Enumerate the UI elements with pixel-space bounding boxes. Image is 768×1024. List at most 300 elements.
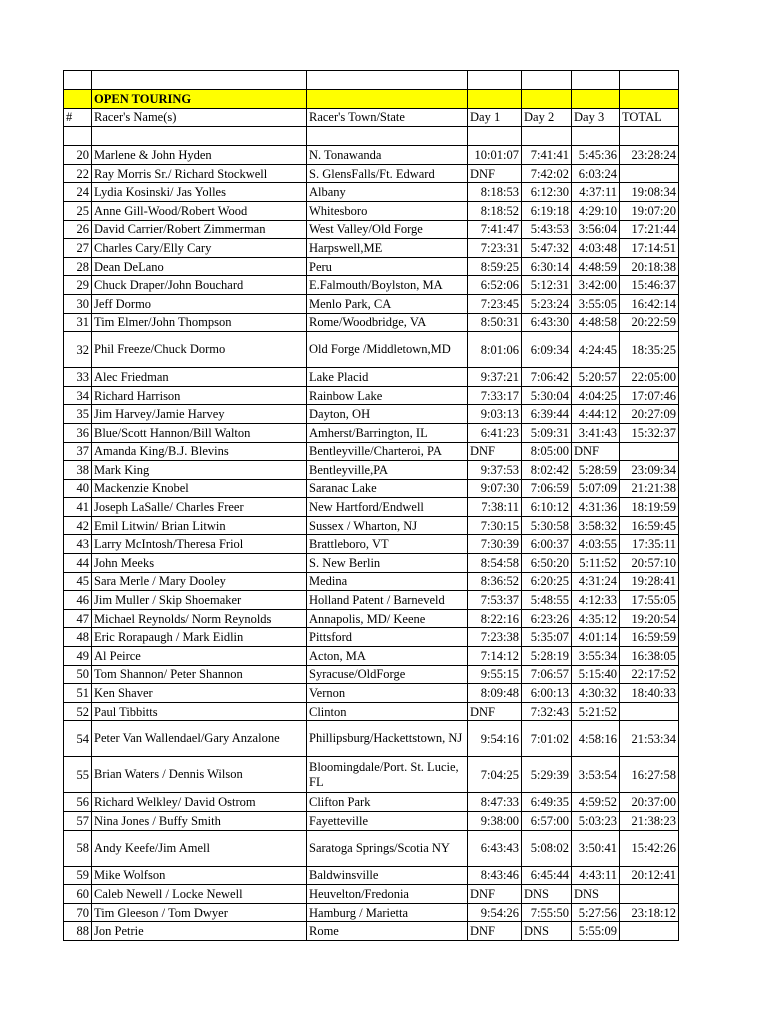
day2-time: 6:30:14 xyxy=(522,257,572,276)
day2-time: 5:28:19 xyxy=(522,647,572,666)
racer-name: Sara Merle / Mary Dooley xyxy=(92,572,307,591)
racer-town: Harpswell,ME xyxy=(307,239,468,258)
racer-town: Pittsford xyxy=(307,628,468,647)
header-town: Racer's Town/State xyxy=(307,108,468,127)
racer-town: Hamburg / Marietta xyxy=(307,903,468,922)
racer-town: Brattleboro, VT xyxy=(307,535,468,554)
day3-time: 4:37:11 xyxy=(572,183,620,202)
day1-time: 7:30:15 xyxy=(468,516,522,535)
racer-number: 43 xyxy=(64,535,92,554)
results-table xyxy=(63,70,679,941)
total-time: 15:46:37 xyxy=(620,276,679,295)
table-row xyxy=(64,257,679,276)
racer-name: Brian Waters / Dennis Wilson xyxy=(92,757,307,793)
racer-number: 58 xyxy=(64,830,92,866)
day3-time: 4:31:36 xyxy=(572,498,620,517)
racer-number: 31 xyxy=(64,313,92,332)
blank-cell xyxy=(64,71,92,90)
table-row xyxy=(64,647,679,666)
day2-time: 5:48:55 xyxy=(522,591,572,610)
table-row xyxy=(64,702,679,721)
racer-town: Rainbow Lake xyxy=(307,386,468,405)
table-row xyxy=(64,183,679,202)
category-cell xyxy=(307,90,468,109)
racer-number: 51 xyxy=(64,684,92,703)
table-row xyxy=(64,793,679,812)
racer-number: 25 xyxy=(64,201,92,220)
header-num: # xyxy=(64,108,92,127)
total-time: 17:35:11 xyxy=(620,535,679,554)
day3-time: 4:29:10 xyxy=(572,201,620,220)
racer-name: Caleb Newell / Locke Newell xyxy=(92,885,307,904)
racer-town: Syracuse/OldForge xyxy=(307,665,468,684)
table-row xyxy=(64,201,679,220)
racer-town: Holland Patent / Barneveld xyxy=(307,591,468,610)
day3-time: 5:28:59 xyxy=(572,461,620,480)
day3-time: 3:41:43 xyxy=(572,423,620,442)
racer-number: 70 xyxy=(64,903,92,922)
table-row xyxy=(64,609,679,628)
racer-town: Lake Placid xyxy=(307,368,468,387)
day2-time: 5:09:31 xyxy=(522,423,572,442)
day3-time: 4:03:55 xyxy=(572,535,620,554)
category-cell xyxy=(468,90,522,109)
racer-name: Blue/Scott Hannon/Bill Walton xyxy=(92,423,307,442)
racer-town: Amherst/Barrington, IL xyxy=(307,423,468,442)
racer-number: 50 xyxy=(64,665,92,684)
racer-name: Jeff Dormo xyxy=(92,294,307,313)
day1-time: 9:37:53 xyxy=(468,461,522,480)
racer-name: Eric Rorapaugh / Mark Eidlin xyxy=(92,628,307,647)
day2-time: 6:57:00 xyxy=(522,812,572,831)
day3-time: 4:01:14 xyxy=(572,628,620,647)
day3-time: 5:07:09 xyxy=(572,479,620,498)
total-time: 16:59:59 xyxy=(620,628,679,647)
total-time: 17:07:46 xyxy=(620,386,679,405)
racer-name: Peter Van Wallendael/Gary Anzalone xyxy=(92,721,307,757)
day3-time: 4:24:45 xyxy=(572,332,620,368)
racer-town: New Hartford/Endwell xyxy=(307,498,468,517)
day3-time: 6:03:24 xyxy=(572,164,620,183)
total-time xyxy=(620,164,679,183)
day1-time: 8:50:31 xyxy=(468,313,522,332)
day2-time: 7:55:50 xyxy=(522,903,572,922)
day3-time: 4:04:25 xyxy=(572,386,620,405)
day2-time: 7:42:02 xyxy=(522,164,572,183)
racer-name: Chuck Draper/John Bouchard xyxy=(92,276,307,295)
racer-name: Michael Reynolds/ Norm Reynolds xyxy=(92,609,307,628)
day3-time: 4:48:58 xyxy=(572,313,620,332)
racer-name: Paul Tibbitts xyxy=(92,702,307,721)
day2-time: 7:06:42 xyxy=(522,368,572,387)
table-row xyxy=(64,922,679,941)
blank-cell xyxy=(468,71,522,90)
day3-time: DNF xyxy=(572,442,620,461)
racer-name: Anne Gill-Wood/Robert Wood xyxy=(92,201,307,220)
day1-time: 9:38:00 xyxy=(468,812,522,831)
day1-time: 8:43:46 xyxy=(468,866,522,885)
table-row xyxy=(64,866,679,885)
day1-time: 7:14:12 xyxy=(468,647,522,666)
day2-time: 8:05:00 xyxy=(522,442,572,461)
day2-time: 5:29:39 xyxy=(522,757,572,793)
racer-number: 47 xyxy=(64,609,92,628)
header-total: TOTAL xyxy=(620,108,679,127)
racer-number: 34 xyxy=(64,386,92,405)
day1-time: 6:52:06 xyxy=(468,276,522,295)
racer-number: 40 xyxy=(64,479,92,498)
day1-time: 7:38:11 xyxy=(468,498,522,517)
day3-time: 5:55:09 xyxy=(572,922,620,941)
total-time: 20:22:59 xyxy=(620,313,679,332)
day3-time: 3:55:05 xyxy=(572,294,620,313)
day2-time: 6:23:26 xyxy=(522,609,572,628)
racer-number: 20 xyxy=(64,146,92,165)
total-time: 20:12:41 xyxy=(620,866,679,885)
table-row xyxy=(64,294,679,313)
day1-time: 9:37:21 xyxy=(468,368,522,387)
day1-time: 9:54:16 xyxy=(468,721,522,757)
table-row xyxy=(64,423,679,442)
blank-cell xyxy=(307,127,468,146)
table-row xyxy=(64,903,679,922)
racer-number: 45 xyxy=(64,572,92,591)
racer-town: Rome xyxy=(307,922,468,941)
racer-number: 29 xyxy=(64,276,92,295)
racer-number: 35 xyxy=(64,405,92,424)
racer-name: Emil Litwin/ Brian Litwin xyxy=(92,516,307,535)
racer-name: Jim Harvey/Jamie Harvey xyxy=(92,405,307,424)
day2-time: 5:12:31 xyxy=(522,276,572,295)
day2-time: DNS xyxy=(522,885,572,904)
racer-name: Al Peirce xyxy=(92,647,307,666)
racer-number: 88 xyxy=(64,922,92,941)
day2-time: 7:32:43 xyxy=(522,702,572,721)
racer-town: S. GlensFalls/Ft. Edward xyxy=(307,164,468,183)
blank-cell xyxy=(307,71,468,90)
racer-number: 37 xyxy=(64,442,92,461)
racer-town: Bentleyville,PA xyxy=(307,461,468,480)
day2-time: 8:02:42 xyxy=(522,461,572,480)
day3-time: 3:58:32 xyxy=(572,516,620,535)
day2-time: 6:00:37 xyxy=(522,535,572,554)
racer-town: E.Falmouth/Boylston, MA xyxy=(307,276,468,295)
racer-name: John Meeks xyxy=(92,554,307,573)
table-row xyxy=(64,885,679,904)
day3-time: 3:53:54 xyxy=(572,757,620,793)
racer-name: David Carrier/Robert Zimmerman xyxy=(92,220,307,239)
total-time: 19:20:54 xyxy=(620,609,679,628)
day1-time: DNF xyxy=(468,442,522,461)
total-time: 23:09:34 xyxy=(620,461,679,480)
table-row xyxy=(64,461,679,480)
day1-time: 8:18:53 xyxy=(468,183,522,202)
day1-time: 8:36:52 xyxy=(468,572,522,591)
day3-time: 3:56:04 xyxy=(572,220,620,239)
total-time: 23:28:24 xyxy=(620,146,679,165)
day2-time: 7:41:41 xyxy=(522,146,572,165)
day3-time: 5:15:40 xyxy=(572,665,620,684)
racer-name: Tim Gleeson / Tom Dwyer xyxy=(92,903,307,922)
day1-time: 7:23:45 xyxy=(468,294,522,313)
racer-number: 42 xyxy=(64,516,92,535)
racer-town: Whitesboro xyxy=(307,201,468,220)
table-row xyxy=(64,516,679,535)
total-time: 18:40:33 xyxy=(620,684,679,703)
total-time: 18:19:59 xyxy=(620,498,679,517)
racer-town: Old Forge /Middletown,MD xyxy=(307,332,468,368)
day2-time: 5:30:58 xyxy=(522,516,572,535)
header-day2: Day 2 xyxy=(522,108,572,127)
total-time: 16:42:14 xyxy=(620,294,679,313)
header-day3: Day 3 xyxy=(572,108,620,127)
racer-town: Dayton, OH xyxy=(307,405,468,424)
day3-time: 5:20:57 xyxy=(572,368,620,387)
racer-town: Clinton xyxy=(307,702,468,721)
table-row xyxy=(64,368,679,387)
racer-number: 57 xyxy=(64,812,92,831)
total-time xyxy=(620,702,679,721)
table-row xyxy=(64,220,679,239)
racer-town: Bentleyville/Charteroi, PA xyxy=(307,442,468,461)
racer-number: 28 xyxy=(64,257,92,276)
racer-town: Bloomingdale/Port. St. Lucie, FL xyxy=(307,757,468,793)
day1-time: 9:55:15 xyxy=(468,665,522,684)
day3-time: 5:21:52 xyxy=(572,702,620,721)
total-time: 15:42:26 xyxy=(620,830,679,866)
day1-time: 8:01:06 xyxy=(468,332,522,368)
table-row xyxy=(64,146,679,165)
day2-time: 7:01:02 xyxy=(522,721,572,757)
total-time: 21:38:23 xyxy=(620,812,679,831)
day3-time: 4:58:16 xyxy=(572,721,620,757)
blank-cell xyxy=(468,127,522,146)
table-row xyxy=(64,684,679,703)
day1-time: 6:43:43 xyxy=(468,830,522,866)
racer-name: Mackenzie Knobel xyxy=(92,479,307,498)
racer-town: N. Tonawanda xyxy=(307,146,468,165)
table-row xyxy=(64,332,679,368)
day2-time: 6:45:44 xyxy=(522,866,572,885)
racer-name: Charles Cary/Elly Cary xyxy=(92,239,307,258)
racer-number: 59 xyxy=(64,866,92,885)
table-row xyxy=(64,554,679,573)
total-time: 19:08:34 xyxy=(620,183,679,202)
racer-town: Rome/Woodbridge, VA xyxy=(307,313,468,332)
day3-time: 4:48:59 xyxy=(572,257,620,276)
table-row xyxy=(64,442,679,461)
racer-number: 60 xyxy=(64,885,92,904)
racer-town: Vernon xyxy=(307,684,468,703)
racer-name: Phil Freeze/Chuck Dormo xyxy=(92,332,307,368)
racer-number: 44 xyxy=(64,554,92,573)
blank-row xyxy=(64,127,679,146)
day2-time: 6:20:25 xyxy=(522,572,572,591)
total-time: 17:55:05 xyxy=(620,591,679,610)
table-row xyxy=(64,830,679,866)
day1-time: 7:23:31 xyxy=(468,239,522,258)
racer-name: Tim Elmer/John Thompson xyxy=(92,313,307,332)
day2-time: 6:09:34 xyxy=(522,332,572,368)
racer-town: Fayetteville xyxy=(307,812,468,831)
racer-name: Marlene & John Hyden xyxy=(92,146,307,165)
total-time xyxy=(620,885,679,904)
racer-town: Heuvelton/Fredonia xyxy=(307,885,468,904)
category-cell xyxy=(620,90,679,109)
day2-time: 5:47:32 xyxy=(522,239,572,258)
table-row xyxy=(64,535,679,554)
racer-name: Tom Shannon/ Peter Shannon xyxy=(92,665,307,684)
racer-name: Joseph LaSalle/ Charles Freer xyxy=(92,498,307,517)
racer-town: Sussex / Wharton, NJ xyxy=(307,516,468,535)
racer-name: Alec Friedman xyxy=(92,368,307,387)
total-time: 17:14:51 xyxy=(620,239,679,258)
racer-town: Peru xyxy=(307,257,468,276)
racer-town: Albany xyxy=(307,183,468,202)
racer-number: 46 xyxy=(64,591,92,610)
racer-name: Mark King xyxy=(92,461,307,480)
racer-number: 54 xyxy=(64,721,92,757)
total-time: 20:37:00 xyxy=(620,793,679,812)
blank-row xyxy=(64,71,679,90)
total-time: 19:07:20 xyxy=(620,201,679,220)
day1-time: 8:59:25 xyxy=(468,257,522,276)
day1-time: DNF xyxy=(468,885,522,904)
table-row xyxy=(64,405,679,424)
day3-time: 3:42:00 xyxy=(572,276,620,295)
racer-name: Larry McIntosh/Theresa Friol xyxy=(92,535,307,554)
day3-time: 4:35:12 xyxy=(572,609,620,628)
day2-time: 7:06:59 xyxy=(522,479,572,498)
racer-number: 52 xyxy=(64,702,92,721)
total-time: 18:35:25 xyxy=(620,332,679,368)
table-row xyxy=(64,591,679,610)
racer-name: Nina Jones / Buffy Smith xyxy=(92,812,307,831)
day1-time: DNF xyxy=(468,164,522,183)
blank-cell xyxy=(64,127,92,146)
table-row xyxy=(64,313,679,332)
racer-town: Phillipsburg/Hackettstown, NJ xyxy=(307,721,468,757)
day1-time: DNF xyxy=(468,702,522,721)
blank-cell xyxy=(572,127,620,146)
racer-number: 56 xyxy=(64,793,92,812)
day1-time: 7:33:17 xyxy=(468,386,522,405)
racer-number: 26 xyxy=(64,220,92,239)
day2-time: 5:30:04 xyxy=(522,386,572,405)
total-time xyxy=(620,922,679,941)
blank-cell xyxy=(620,71,679,90)
table-row xyxy=(64,386,679,405)
header-name: Racer's Name(s) xyxy=(92,108,307,127)
day1-time: 8:18:52 xyxy=(468,201,522,220)
table-row xyxy=(64,812,679,831)
day3-time: 3:50:41 xyxy=(572,830,620,866)
day3-time: 5:27:56 xyxy=(572,903,620,922)
day3-time: 3:55:34 xyxy=(572,647,620,666)
racer-town: West Valley/Old Forge xyxy=(307,220,468,239)
day2-time: 6:10:12 xyxy=(522,498,572,517)
total-time: 22:17:52 xyxy=(620,665,679,684)
blank-cell xyxy=(522,71,572,90)
racer-number: 33 xyxy=(64,368,92,387)
day1-time: 9:07:30 xyxy=(468,479,522,498)
day1-time: 10:01:07 xyxy=(468,146,522,165)
day1-time: 7:30:39 xyxy=(468,535,522,554)
day3-time: 4:59:52 xyxy=(572,793,620,812)
category-cell xyxy=(64,90,92,109)
racer-town: Menlo Park, CA xyxy=(307,294,468,313)
blank-cell xyxy=(92,71,307,90)
day3-time: 4:44:12 xyxy=(572,405,620,424)
day3-time: 5:45:36 xyxy=(572,146,620,165)
day1-time: 6:41:23 xyxy=(468,423,522,442)
racer-name: Jim Muller / Skip Shoemaker xyxy=(92,591,307,610)
day3-time: DNS xyxy=(572,885,620,904)
racer-number: 48 xyxy=(64,628,92,647)
day2-time: 5:08:02 xyxy=(522,830,572,866)
table-row xyxy=(64,721,679,757)
racer-name: Richard Harrison xyxy=(92,386,307,405)
racer-town: Clifton Park xyxy=(307,793,468,812)
day2-time: 6:50:20 xyxy=(522,554,572,573)
day2-time: 6:43:30 xyxy=(522,313,572,332)
category-cell xyxy=(572,90,620,109)
day1-time: 7:53:37 xyxy=(468,591,522,610)
table-row xyxy=(64,665,679,684)
blank-cell xyxy=(92,127,307,146)
day1-time: 7:41:47 xyxy=(468,220,522,239)
table-row xyxy=(64,628,679,647)
day3-time: 4:30:32 xyxy=(572,684,620,703)
racer-name: Andy Keefe/Jim Amell xyxy=(92,830,307,866)
racer-town: Baldwinsville xyxy=(307,866,468,885)
total-time: 20:27:09 xyxy=(620,405,679,424)
total-time: 17:21:44 xyxy=(620,220,679,239)
racer-number: 22 xyxy=(64,164,92,183)
header-row xyxy=(64,108,679,127)
racer-town: Annapolis, MD/ Keene xyxy=(307,609,468,628)
racer-town: Saranac Lake xyxy=(307,479,468,498)
day3-time: 4:43:11 xyxy=(572,866,620,885)
total-time: 20:18:38 xyxy=(620,257,679,276)
racer-name: Richard Welkley/ David Ostrom xyxy=(92,793,307,812)
blank-cell xyxy=(620,127,679,146)
total-time: 16:27:58 xyxy=(620,757,679,793)
racer-name: Dean DeLano xyxy=(92,257,307,276)
racer-town: S. New Berlin xyxy=(307,554,468,573)
racer-town: Saratoga Springs/Scotia NY xyxy=(307,830,468,866)
table-row xyxy=(64,757,679,793)
day3-time: 5:11:52 xyxy=(572,554,620,573)
total-time: 20:57:10 xyxy=(620,554,679,573)
total-time: 16:38:05 xyxy=(620,647,679,666)
racer-number: 32 xyxy=(64,332,92,368)
blank-cell xyxy=(572,71,620,90)
table-row xyxy=(64,164,679,183)
table-row xyxy=(64,239,679,258)
racer-name: Jon Petrie xyxy=(92,922,307,941)
table-row xyxy=(64,479,679,498)
day2-time: 6:12:30 xyxy=(522,183,572,202)
racer-number: 38 xyxy=(64,461,92,480)
table-row xyxy=(64,498,679,517)
day2-time: 6:19:18 xyxy=(522,201,572,220)
total-time: 16:59:45 xyxy=(620,516,679,535)
day3-time: 4:31:24 xyxy=(572,572,620,591)
racer-name: Amanda King/B.J. Blevins xyxy=(92,442,307,461)
day1-time: DNF xyxy=(468,922,522,941)
total-time: 15:32:37 xyxy=(620,423,679,442)
